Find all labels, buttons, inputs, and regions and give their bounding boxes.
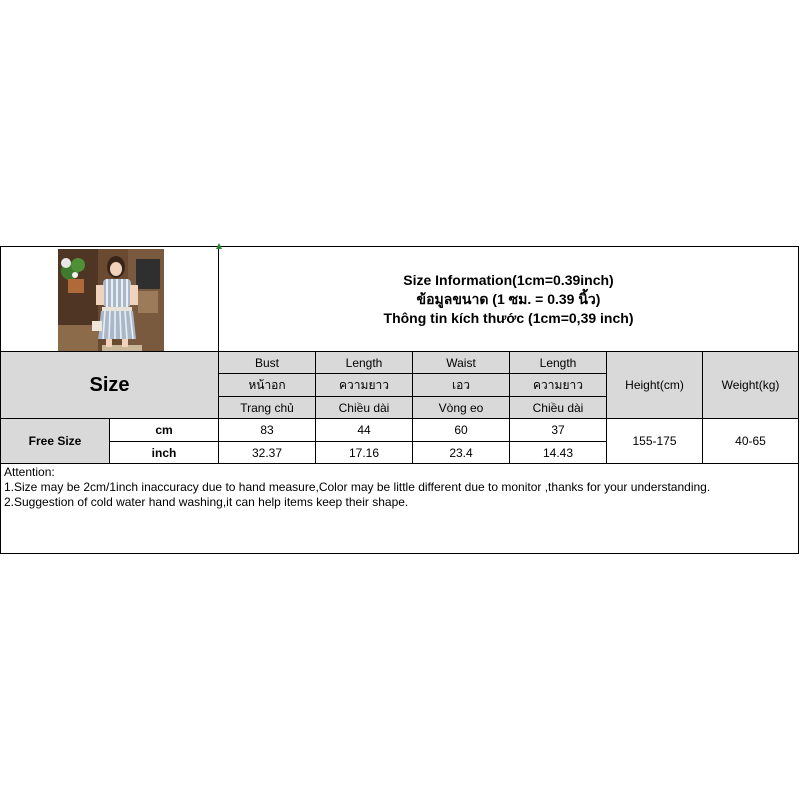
attention-line-2: 2.Suggestion of cold water hand washing,it can help items keep their shape. xyxy=(4,495,409,509)
col-length2-vi: Chiều dài xyxy=(509,396,607,419)
height-header: Height(cm) xyxy=(606,351,703,419)
info-line-vi: Thông tin kích thước (1cm=0,39 inch) xyxy=(383,309,634,326)
unit-cm: cm xyxy=(109,418,219,442)
weight-value: 40-65 xyxy=(702,418,799,464)
product-photo xyxy=(58,249,164,351)
cm-length-value: 44 xyxy=(315,418,413,442)
attention-title: Attention: xyxy=(4,465,55,479)
col-bust-vi: Trang chủ xyxy=(218,396,316,419)
size-information-header xyxy=(218,246,799,352)
cm-length2-value: 37 xyxy=(509,418,607,442)
col-length-th: ความยาว xyxy=(315,373,413,397)
cm-waist-value: 60 xyxy=(412,418,510,442)
height-value: 155-175 xyxy=(606,418,703,464)
inch-length-value: 17.16 xyxy=(315,441,413,464)
col-waist-en: Waist xyxy=(412,351,510,374)
inch-waist-value: 23.4 xyxy=(412,441,510,464)
col-length2-en: Length xyxy=(509,351,607,374)
info-line-th: ข้อมูลขนาด (1 ซม. = 0.39 นิ้ว) xyxy=(416,290,601,307)
size-header: Size xyxy=(0,351,219,419)
cm-bust-value: 83 xyxy=(218,418,316,442)
col-waist-th: เอว xyxy=(412,373,510,397)
cell-comment-marker-icon xyxy=(216,243,222,249)
col-bust-en: Bust xyxy=(218,351,316,374)
col-length2-th: ความยาว xyxy=(509,373,607,397)
inch-length2-value: 14.43 xyxy=(509,441,607,464)
col-length-vi: Chiều dài xyxy=(315,396,413,419)
inch-bust-value: 32.37 xyxy=(218,441,316,464)
info-line-en: Size Information(1cm=0.39inch) xyxy=(403,271,614,288)
col-bust-th: หน้าอก xyxy=(218,373,316,397)
attention-notes xyxy=(0,463,799,554)
attention-line-1: 1.Size may be 2cm/1inch inaccuracy due to hand measure,Color may be little different due to monitor ,thanks for your understanding. xyxy=(4,480,711,494)
unit-inch: inch xyxy=(109,441,219,464)
col-length-en: Length xyxy=(315,351,413,374)
free-size-label: Free Size xyxy=(0,418,110,464)
col-waist-vi: Vòng eo xyxy=(412,396,510,419)
size-chart-sheet xyxy=(0,246,799,554)
weight-header: Weight(kg) xyxy=(702,351,799,419)
product-photo-cell xyxy=(0,246,219,352)
